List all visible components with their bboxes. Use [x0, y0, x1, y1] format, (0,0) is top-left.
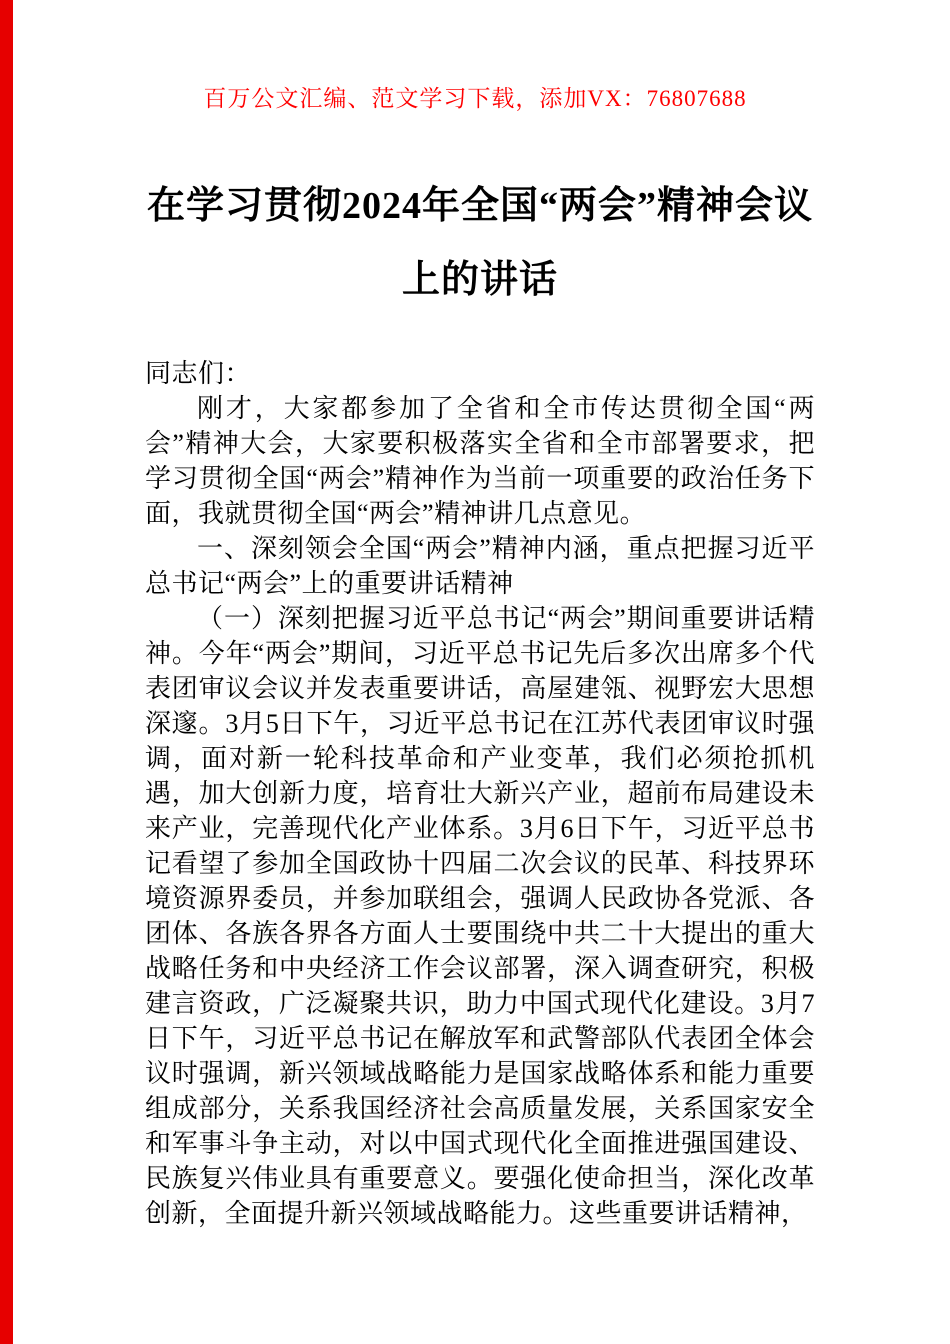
paragraph-section-one: （一）深刻把握习近平总书记“两会”期间重要讲话精神。今年“两会”期间，习近平总书记先后多次出席多个代表团审议会议并发表重要讲话，高屋建瓴、视野宏大思想深邃。3月5日下午，习近平总书记在江苏代表团审议时强调，面对新一轮科技革命和产业变革，我们必须抢抓机遇，加大创新力度，培育壮大新兴产业，超前布局建设未来产业，完善现代化产业体系。3月6日下午，习近平总书记看望了参加全国政协十四届二次会议的民革、科技界环境资源界委员，并参加联组会，强调人民政协各党派、各团体、各族各界各方面人士要围绕中共二十大提出的重大战略任务和中央经济工作会议部署，深入调查研究，积极建言资政，广泛凝聚共识，助力中国式现代化建设。3月7日下午，习近平总书记在解放军和武警部队代表团全体会议时强调，新兴领域战略能力是国家战略体系和能力重要组成部分，关系我国经济社会高质量发展，关系国家安全和军事斗争主动，对以中国式现代化全面推进强国建设、民族复兴伟业具有重要意义。要强化使命担当，深化改革创新，全面提升新兴领域战略能力。这些重要讲话精神，: [145, 604, 815, 1228]
document-title-line-1: 在学习贯彻2024年全国“两会”精神会议: [146, 185, 813, 227]
document-body: [145, 356, 815, 1231]
paragraph-intro: 刚才，大家都参加了全省和全市传达贯彻全国“两会”精神大会，大家要积极落实全省和全市部署要求，把学习贯彻全国“两会”精神作为当前一项重要的政治任务下面，我就贯彻全国“两会”精神讲几点意见。: [145, 394, 815, 528]
left-edge-red-stripe: [0, 0, 13, 1344]
document-title-line-2: 上的讲话: [401, 259, 558, 301]
promo-header-notice: 百万公文汇编、范文学习下载，添加VX：76807688: [203, 86, 747, 111]
document-title: [130, 169, 830, 317]
section-heading: 一、深刻领会全国“两会”精神内涵，重点把握习近平总书记“两会”上的重要讲话精神: [145, 534, 815, 598]
salutation: 同志们：: [145, 359, 252, 388]
